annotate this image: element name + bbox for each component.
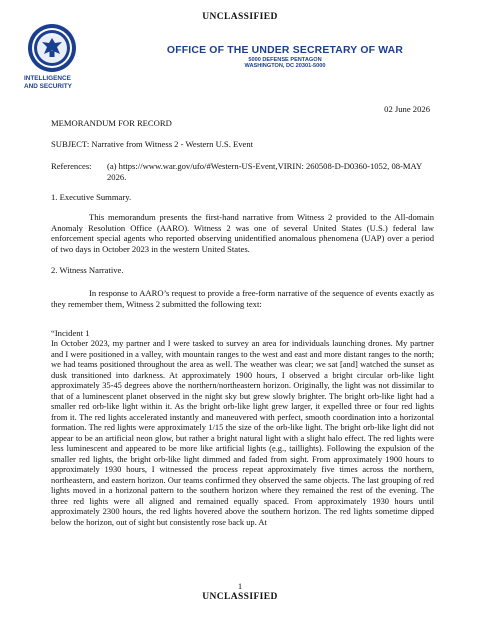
references-value: (a) https://www.war.gov/ufo/#Western-US-Event,VIRIN: 260508-D-D0360-1052, 08-MAY 2026. xyxy=(107,161,422,182)
memo-subject: SUBJECT: Narrative from Witness 2 - Western U.S. Event xyxy=(51,139,254,149)
office-letterhead xyxy=(150,45,420,69)
office-address-line2: WASHINGTON, DC 20301-5000 xyxy=(244,63,326,69)
section-heading-executive-summary: 1. Executive Summary. xyxy=(51,192,132,202)
classification-banner-bottom: UNCLASSIFIED xyxy=(202,592,278,602)
seal-caption xyxy=(24,75,84,90)
memo-for-record: MEMORANDUM FOR RECORD xyxy=(51,118,172,128)
memo-date: 02 June 2026 xyxy=(384,104,430,114)
seal-caption-line1: INTELLIGENCE xyxy=(24,75,71,82)
office-title: OFFICE OF THE UNDER SECRETARY OF WAR xyxy=(166,45,404,56)
executive-summary-paragraph: This memorandum presents the first-hand narrative from Witness 2 provided to the All-domain Anomaly Resolution Office (AARO). Witness 2 was one of several United States (U.S.) federal law enforcement special agents who reported observing unidentified anomalous phenomena (UAP) over a period of two days in October 2023 in the western United States. xyxy=(51,212,434,254)
office-address-line1: 5000 DEFENSE PENTAGON xyxy=(248,57,322,63)
witness-narrative-paragraph: In response to AARO’s request to provide a free-form narrative of the sequence of events exactly as they remember them, Witness 2 submitted the following text: xyxy=(51,288,434,309)
incident-heading: “Incident 1 xyxy=(51,328,90,338)
eagle-seal-icon xyxy=(27,23,77,73)
incident-body: In October 2023, my partner and I were tasked to survey an area for individuals launching drones. My partner and I were positioned in a valley, with mountain ranges to the west and east and more distant ranges to the north; we had teams positioned throughout the area as well. The weather was clear; we sat [and] watched the sunset as dusk transitioned into darkness. At approximately 1900 hours, I observed a bright circular orb-like light approximately 35-45 degrees above the northern/northeastern horizon. Originally, the light was not dissimilar to that of a luminescent planet observed in the night sky but grew slowly brighter. The bright orb-like light had a smaller red orb-like light within it. As the bright orb-like light grew larger, it expelled three or four red lights from it. The red lights accelerated instantly and maneuvered with perfect, smooth coordination into a horizontal formation. The red lights were approximately 1/15 the size of the orb-like light. The bright orb-like light did not appear to be an artificial neon glow, but rather a bright natural light with a slight halo effect. The red lights were less luminescent and appeared to be more like artificial lights (e.g., taillights). Following the expulsion of the smaller red lights, the bright orb-like light dimmed and faded from sight. From approximately 1900 hours to approximately 1930 hours, I witnessed the process repeat approximately five times across the northern, northeastern, and eastern horizon. Our teams confirmed they observed the same objects. The last grouping of red lights moved in a horizonal pattern to the southern horizon where they remained the rest of the evening. The three red lights were all aligned and remained equally spaced. From approximately 1930 hours until approximately 2300 hours, the red lights hovered above the southern horizon. The red lights sometime dipped below the horizon, out of sight but consistently rose back up. At xyxy=(51,338,434,527)
classification-banner-top: UNCLASSIFIED xyxy=(202,12,278,22)
section-heading-witness-narrative: 2. Witness Narrative. xyxy=(51,265,124,275)
page-number: 1 xyxy=(237,581,243,591)
seal-caption-line2: AND SECURITY xyxy=(24,82,72,90)
references-label: References: xyxy=(51,161,92,171)
